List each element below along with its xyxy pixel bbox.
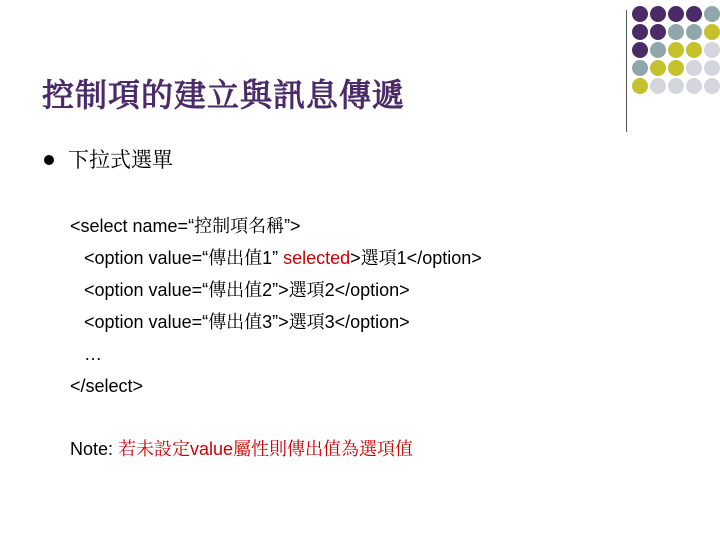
- divider-line: [626, 10, 627, 132]
- decorative-dot: [686, 60, 702, 76]
- decorative-dot: [686, 78, 702, 94]
- decorative-dot: [632, 60, 648, 76]
- code-block: [70, 210, 482, 402]
- decorative-dot: [704, 78, 720, 94]
- dot-grid-decoration: [632, 6, 720, 126]
- code-line-option-1: [70, 242, 482, 274]
- decorative-dot: [686, 6, 702, 22]
- code-line-ellipsis: …: [84, 344, 102, 364]
- decorative-dot: [668, 42, 684, 58]
- decorative-dot: [686, 42, 702, 58]
- decorative-dot: [668, 24, 684, 40]
- decorative-dot: [632, 6, 648, 22]
- note-text: 若未設定value屬性則傳出值為選項值: [118, 439, 414, 459]
- code-selected-attribute: selected: [283, 248, 351, 268]
- decorative-dot: [650, 60, 666, 76]
- decorative-dot: [704, 42, 720, 58]
- decorative-dot: [632, 24, 648, 40]
- slide-title: 控制項的建立與訊息傳遞: [42, 76, 406, 114]
- decorative-dot: [650, 42, 666, 58]
- code-option-1-prefix: <option value=“傳出值1”: [84, 248, 284, 268]
- code-line-option-2: <option value=“傳出值2”>選項2</option>: [84, 280, 410, 300]
- decorative-dot: [668, 78, 684, 94]
- decorative-dot: [650, 78, 666, 94]
- note: [70, 435, 413, 461]
- note-label: Note:: [70, 439, 119, 459]
- decorative-dot: [668, 6, 684, 22]
- decorative-dot: [650, 6, 666, 22]
- bullet-item: [44, 144, 173, 174]
- decorative-dot: [704, 60, 720, 76]
- decorative-dot: [668, 60, 684, 76]
- decorative-dot: [704, 24, 720, 40]
- decorative-dot: [650, 24, 666, 40]
- decorative-dot: [632, 78, 648, 94]
- decorative-dot: [686, 24, 702, 40]
- code-line-option-3: <option value=“傳出值3”>選項3</option>: [84, 312, 410, 332]
- code-line-select-close: </select>: [70, 376, 144, 396]
- bullet-text: 下拉式選單: [68, 148, 173, 172]
- code-line-select-open: <select name=“控制項名稱”>: [70, 216, 301, 236]
- decorative-dot: [704, 6, 720, 22]
- decorative-dot: [632, 42, 648, 58]
- bullet-dot-icon: [44, 155, 54, 165]
- code-option-1-suffix: >選項1</option>: [350, 248, 482, 268]
